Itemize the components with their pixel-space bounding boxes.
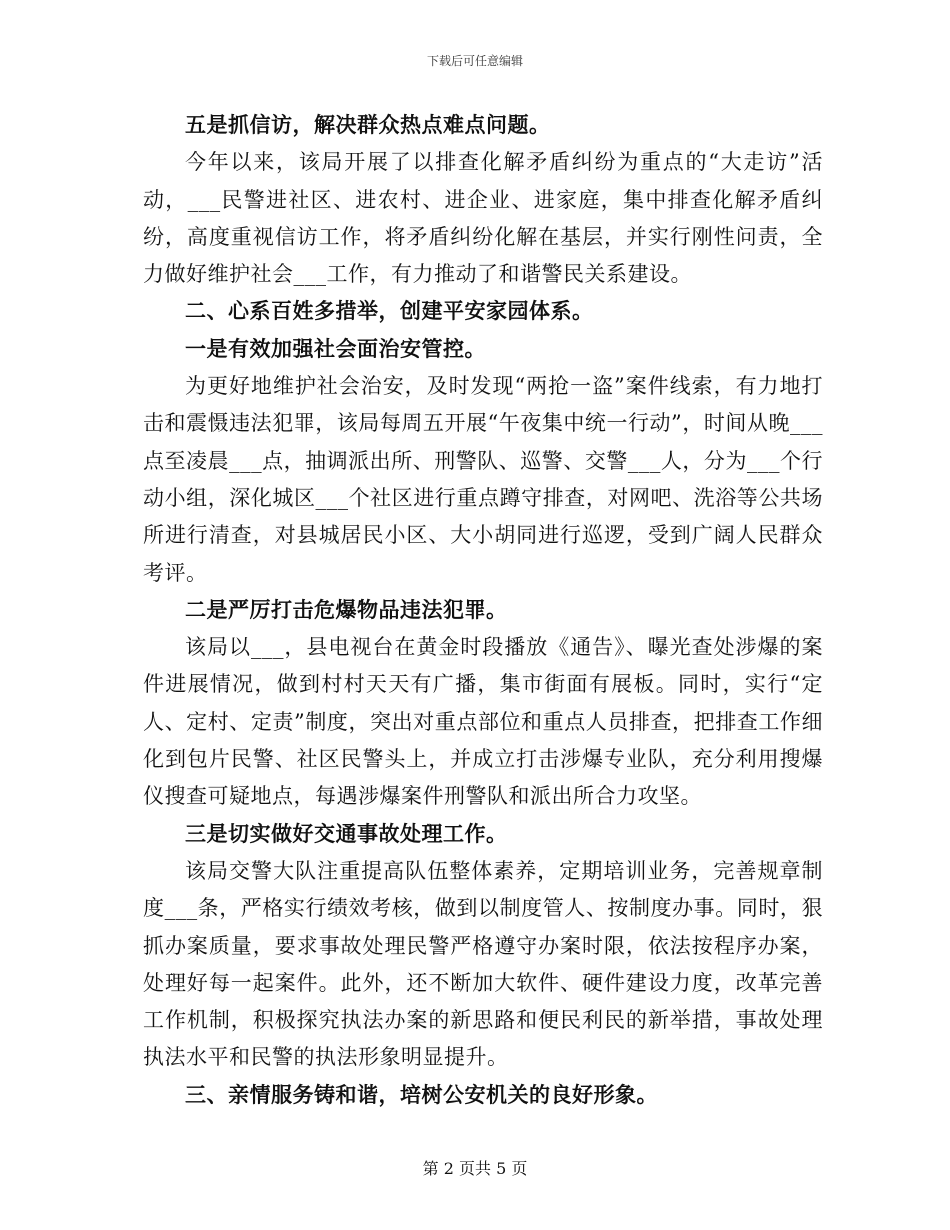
subheading-traffic: 三是切实做好交通事故处理工作。: [185, 821, 508, 846]
subheading-public-security: 一是有效加强社会面治安管控。: [185, 336, 486, 361]
section-heading-five: 五是抓信访，解决群众热点难点问题。: [185, 113, 551, 137]
paragraph-explosives: 该局以___，县电视台在黄金时段播放《通告》、曝光查处涉爆的案件进展情况，做到村村天天有广播，集市街面有展板。同时，实行“定人、定村、定责”制度，突出对重点部位和重点人员排查，把排查工作细化到包片民警、社区民警头上，并成立打击涉爆专业队，充分利用搜爆仪搜查可疑地点，每遇涉爆案件刑警队和派出所合力攻坚。: [143, 635, 823, 809]
paragraph-traffic: 该局交警大队注重提高队伍整体素养，定期培训业务，完善规章制度___条，严格实行绩效考核，做到以制度管人、按制度办事。同时，狠抓办案质量，要求事故处理民警严格遵守办案时限，依法按程序办案，处理好每一起案件。此外，还不断加大软件、硬件建设力度，改革完善工作机制，积极探究执法办案的新思路和便民利民的新举措，事故处理执法水平和民警的执法形象明显提升。: [143, 858, 823, 1070]
page-header: 下载后可任意编辑: [426, 54, 523, 68]
section-heading-two: 二、心系百姓多措举，创建平安家园体系。: [185, 299, 594, 324]
paragraph-public-security: 为更好地维护社会治安，及时发现“两抢一盗”案件线索，有力地打击和震慑违法犯罪，该局每周五开展“午夜集中统一行动”，时间从晚___点至凌晨___点，抽调派出所、刑警队、巡警、交警___人，分为___个行动小组，深化城区___个社区进行重点蹲守排查，对网吧、洗浴等公共场所进行清查，对县城居民小区、大小胡同进行巡逻，受到广阔人民群众考评。: [143, 374, 823, 585]
page-number: 第 2 页共 5 页: [422, 1159, 528, 1178]
section-heading-three: 三、亲情服务铸和谐，培树公安机关的良好形象。: [185, 1082, 658, 1107]
paragraph-petitions: 今年以来，该局开展了以排查化解矛盾纠纷为重点的“大走访”活动，___民警进社区、进农村、进企业、进家庭，集中排查化解矛盾纠纷，高度重视信访工作，将矛盾纠纷化解在基层，并实行刚性问责，全力做好维护社会___工作，有力推动了和谐警民关系建设。: [143, 150, 823, 287]
document-body: [143, 107, 823, 1114]
subheading-explosives: 二是严厉打击危爆物品违法犯罪。: [185, 597, 508, 622]
